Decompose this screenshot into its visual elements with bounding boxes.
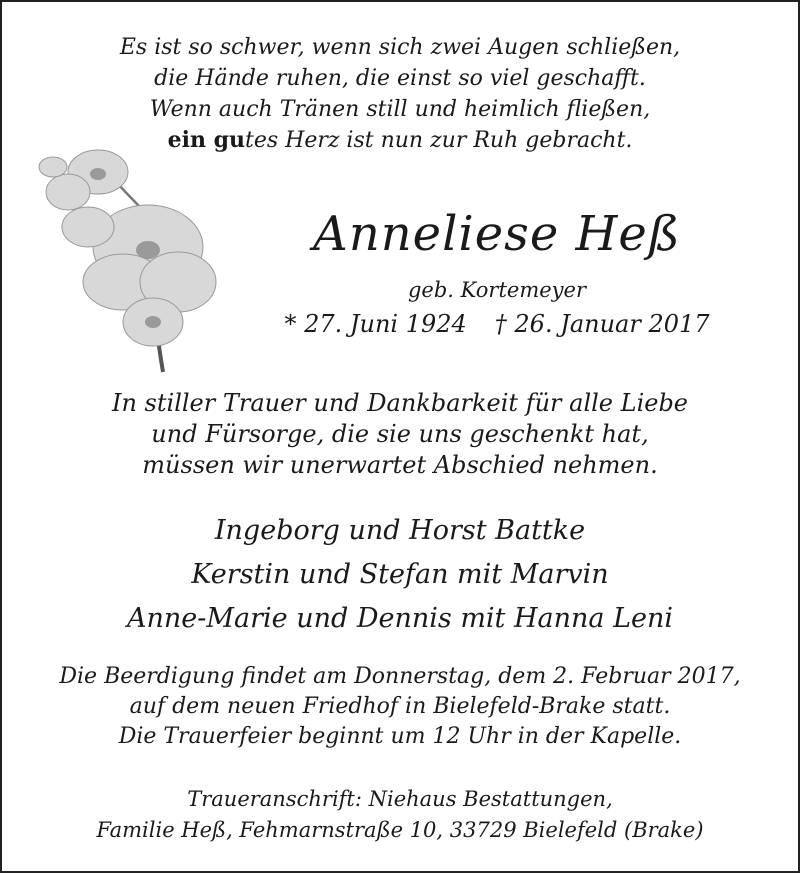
address-line: Familie Heß, Fehmarnstraße 10, 33729 Bielefeld (Brake)	[96, 818, 704, 842]
mourners-list	[2, 509, 798, 641]
deceased-name: Anneliese Heß	[313, 206, 681, 262]
mourner-entry: Anne-Marie und Dennis mit Hanna Leni	[126, 603, 674, 634]
tribute-line: und Fürsorge, die sie uns geschenkt hat,	[151, 420, 649, 448]
poem-line: Es ist so schwer, wenn sich zwei Augen schließen,	[119, 35, 681, 60]
poem-bold-fragment: ein gu	[167, 127, 245, 153]
birth-date: * 27. Juni 1924	[284, 310, 467, 338]
funeral-line: auf dem neuen Friedhof in Bielefeld-Brake statt.	[129, 694, 671, 719]
tribute-line: müssen wir unerwartet Abschied nehmen.	[142, 451, 658, 479]
tribute-line: In stiller Trauer und Dankbarkeit für alle Liebe	[111, 389, 689, 417]
funeral-line: Die Beerdigung findet am Donnerstag, dem 2. Februar 2017,	[59, 664, 741, 689]
death-date: † 26. Januar 2017	[494, 310, 710, 338]
tribute-text	[2, 388, 798, 481]
mourner-entry: Kerstin und Stefan mit Marvin	[191, 559, 609, 590]
funeral-details	[2, 662, 798, 752]
maiden-name: geb. Kortemeyer	[407, 278, 586, 302]
life-dates	[232, 310, 762, 338]
poem-line: Wenn auch Tränen still und heimlich fließen,	[149, 97, 651, 122]
orchid-image	[28, 132, 228, 377]
mourner-entry: Ingeborg und Horst Battke	[214, 515, 586, 546]
poem-line-rest: tes Herz ist nun zur Ruh gebracht.	[244, 128, 633, 153]
poem-line: die Hände ruhen, die einst so viel geschafft.	[154, 66, 646, 91]
address-line: Traueranschrift: Niehaus Bestattungen,	[187, 787, 613, 811]
condolence-address	[2, 784, 798, 846]
funeral-line: Die Trauerfeier beginnt um 12 Uhr in der Kapelle.	[118, 724, 682, 749]
